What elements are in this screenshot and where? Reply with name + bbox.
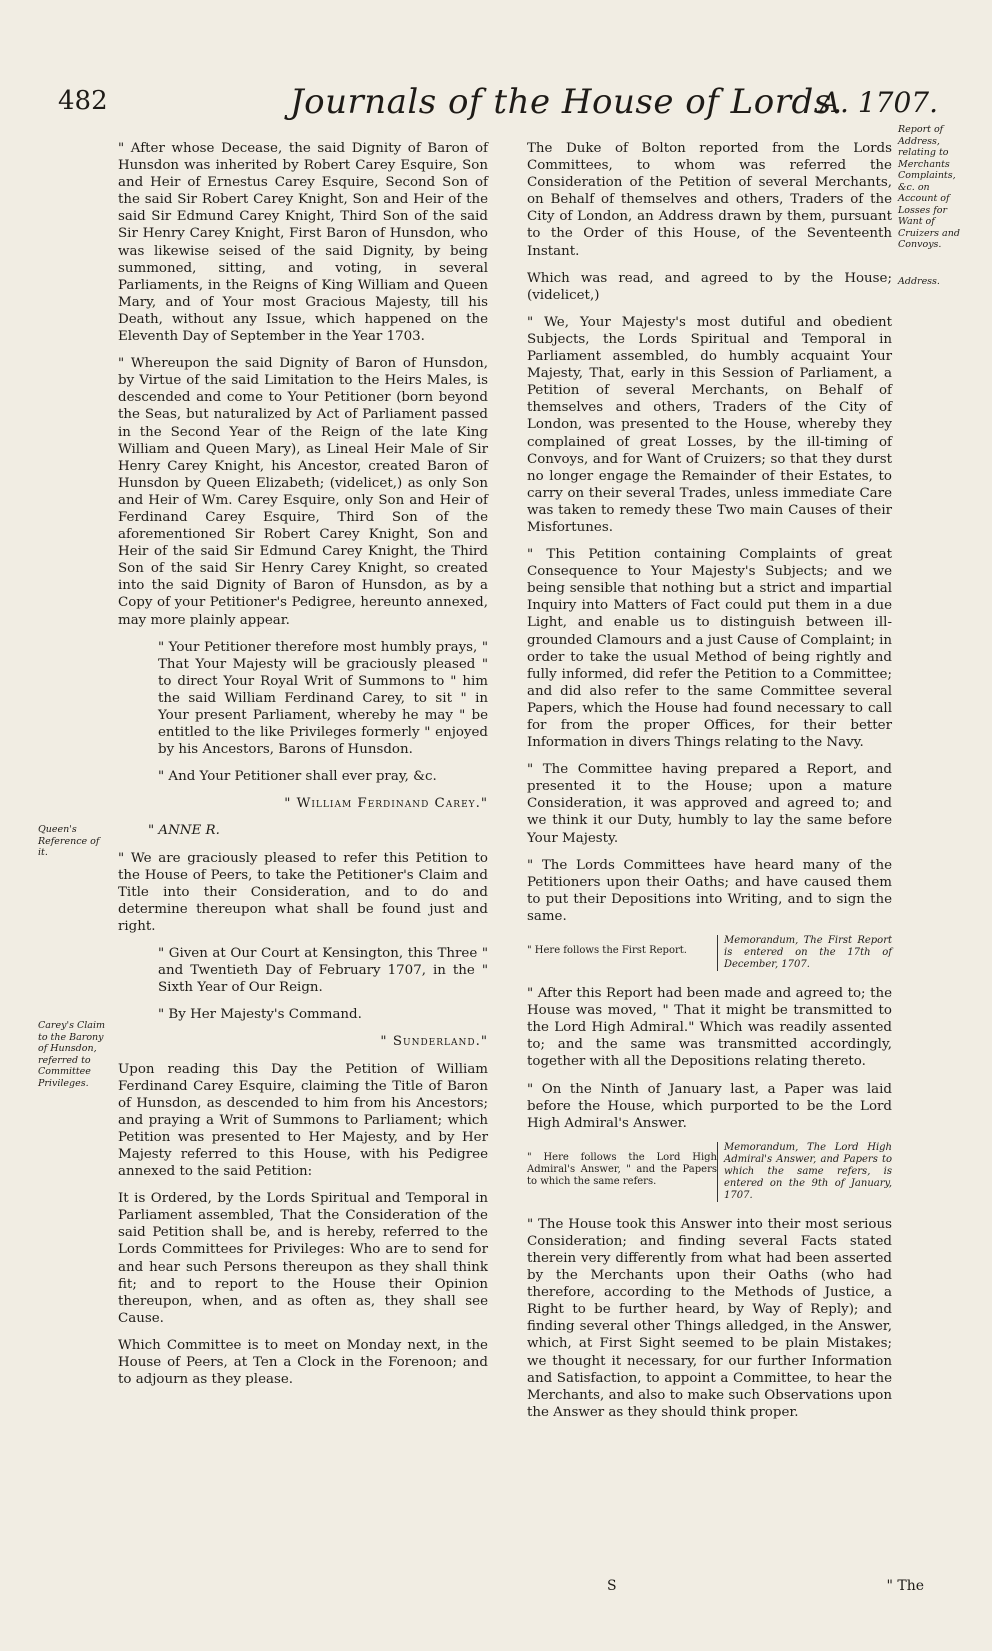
memorandum-note: Memorandum, The First Report is entered on the 17th of December, 1707. bbox=[717, 935, 892, 971]
royal-signature: " ANNE R. bbox=[148, 823, 220, 839]
memorandum-block bbox=[527, 935, 892, 971]
paragraph: " Your Petitioner therefore most humbly prays, " That Your Majesty will be graciously pleased " to direct Your Royal Writ of Summons to " him the said William Ferdinand Carey, to sit " in Your present Parliament, whereby he may " be entitled to the like Privileges formerly " enjoyed by his Ancestors, Barons of Hunsdon. bbox=[158, 639, 488, 758]
paragraph: " On the Ninth of January last, a Paper was laid before the House, which purported to be the Lord High Admiral's Answer. bbox=[527, 1081, 892, 1131]
running-header bbox=[0, 82, 992, 126]
paragraph: " After this Report had been made and agreed to; the House was moved, " That it might be transmitted to the Lord High Admiral." Which was readily assented to; and the same was transmitted accordingly, together with all the Depositions relating thereto. bbox=[527, 986, 892, 1070]
paragraph: " The House took this Answer into their most serious Consideration; and finding several Facts stated therein very differently from what had been asserted by the Merchants upon their Oaths (who had therefore, according to the Methods of Justice, a Right to be further heard, by Way of Reply); and finding several other Things alledged, in the Answer, which, at First Sight seemed to be plain Mistakes; we thought it necessary, for our further Information and Satisfaction, to appoint a Committee, to hear the Merchants, and also to make such Observations upon the Answer as they should think proper. bbox=[527, 1216, 892, 1420]
paragraph: Upon reading this Day the Petition of William Ferdinand Carey Esquire, claiming the Title of Baron of Hunsdon, as descended to him from his Ancestors; and praying a Writ of Summons to Parliament; which Petition was presented to Her Majesty, and by Her Majesty referred to this House, with his Pedigree annexed to the said Petition: bbox=[118, 1061, 488, 1180]
paragraph: Which Committee is to meet on Monday next, in the House of Peers, at Ten a Clock in the Forenoon; and to adjourn as they please. bbox=[118, 1337, 488, 1388]
page-number: 482 bbox=[58, 86, 108, 116]
signature-mark: S bbox=[607, 1578, 617, 1594]
paragraph: " Whereupon the said Dignity of Baron of Hunsdon, by Virtue of the said Limitation to the Heirs Males, is descended and come to Your Petitioner (born beyond the Seas, but naturalized by Act of Parliament passed in the Second Year of the Reign of the late King William and Queen Mary), as Lineal Heir Male of Sir Henry Carey Knight, his Ancestor, created Baron of Hunsdon by Queen Elizabeth; (videlicet,) as only Son and Heir of Wm. Carey Esquire, only Son and Heir of Ferdinand Carey Esquire, Third Son of the aforementioned Sir Robert Carey Knight, Son and Heir of the said Sir Edmund Carey Knight, the Third Son of the said Sir Henry Carey Knight, so created into the said Dignity of Baron of Hunsdon, as by a Copy of your Petitioner's Pedigree, hereunto annexed, may more plainly appear. bbox=[118, 356, 488, 628]
right-column bbox=[527, 140, 892, 1431]
paragraph: " We are graciously pleased to refer this Petition to the House of Peers, to take the Petitioner's Claim and Title into their Consideration, and to do and determine thereupon what shall be found just and right. bbox=[118, 850, 488, 934]
memorandum-entry: " Here follows the First Report. bbox=[527, 945, 687, 957]
paragraph: " We, Your Majesty's most dutiful and obedient Subjects, the Lords Spiritual and Temporal in Parliament assembled, do humbly acquaint Your Majesty, That, early in this Session of Parliament, a Petition of several Merchants, on Behalf of themselves and others, Traders of the City of London, was presented to the House, whereby they complained of great Losses, by the ill-timing of Convoys, and for Want of Cruizers; so that they durst no longer engage the Remainder of their Estates, to carry on their several Trades, unless immediate Care was taken to remedy these Two main Causes of their Misfortunes. bbox=[527, 314, 892, 535]
paragraph: " After whose Decease, the said Dignity of Baron of Hunsdon was inherited by Robert Carey Esquire, Son and Heir of Ernestus Carey Esquire, Second Son of the said Sir Robert Carey Knight, Son and Heir of the said Sir Edmund Carey Knight, Third Son of the said Sir Henry Carey Knight, First Baron of Hunsdon, who was likewise seised of the said Dignity, by being summoned, sitting, and voting, in several Parliaments, in the Reigns of King William and Queen Mary, and of Your most Gracious Majesty, till his Death, without any Issue, which happened on the Eleventh Day of September in the Year 1703. bbox=[118, 141, 488, 345]
page-title: Journals of the House of Lords. bbox=[290, 82, 843, 122]
memorandum-note: Memorandum, The Lord High Admiral's Answer, and Papers to which the same refers, is entered on the 9th of January, 1707. bbox=[717, 1142, 892, 1202]
margin-note: Queen's Reference of it. bbox=[38, 824, 100, 858]
paragraph: " This Petition containing Complaints of great Consequence to Your Majesty's Subjects; and we being sensible that nothing but a strict and impartial Inquiry into Matters of Fact could put them in a due Light, and enable us to distinguish between ill-grounded Clamours and a just Cause of Complaint; in order to take the usual Method of being rightly and fully informed, did refer the Petition to a Committee; and did also refer to the same Committee several Papers, which the House had found necessary to call for from the proper Offices, for their better Information in divers Things relating to the Navy. bbox=[527, 547, 892, 751]
paragraph: " And Your Petitioner shall ever pray, &c. bbox=[158, 769, 437, 785]
paragraph: " By Her Majesty's Command. bbox=[158, 1007, 362, 1023]
margin-note: Report of Address, relating to Merchants Complaints, &c. on Account of Losses for Want of Cruizers and Convoys. bbox=[898, 124, 960, 250]
left-column bbox=[118, 140, 488, 1398]
margin-note: Carey's Claim to the Barony of Hunsdon, referred to Committee Privileges. bbox=[38, 1020, 105, 1089]
paragraph: It is Ordered, by the Lords Spiritual and Temporal in Parliament assembled, That the Consideration of the said Petition shall be, and is hereby, referred to the Lords Committees for Privileges: Who are to send for and hear such Persons thereupon as they shall think fit; and to report to the House their Opinion thereupon, when, and as often as, they shall see Cause. bbox=[118, 1191, 488, 1326]
memorandum-entry: " Here follows the Lord High Admiral's Answer, " and the Papers to which the same refers. bbox=[527, 1151, 717, 1187]
paragraph: Which was read, and agreed to by the House; (videlicet,) bbox=[527, 270, 892, 303]
catchword: " The bbox=[886, 1578, 924, 1594]
margin-note: Address. bbox=[898, 276, 940, 287]
signature: " William Ferdinand Carey." bbox=[284, 796, 488, 812]
page-year: A. 1707. bbox=[819, 86, 938, 119]
memorandum-block bbox=[527, 1142, 892, 1202]
paragraph: The Duke of Bolton reported from the Lords Committees, to whom was referred the Consideration of the Petition of several Merchants, on Behalf of themselves and others, Traders of the City of London, an Address drawn by them, pursuant to the Order of this House, of the Seventeenth Instant. bbox=[527, 141, 892, 259]
paragraph: " Given at Our Court at Kensington, this Three " and Twentieth Day of February 1707, in the " Sixth Year of Our Reign. bbox=[158, 946, 488, 996]
paragraph: " The Lords Committees have heard many of the Petitioners upon their Oaths; and have caused them to put their Depositions into Writing, and to sign the same. bbox=[527, 857, 892, 924]
paragraph: " The Committee having prepared a Report, and presented it to the House; upon a mature Consideration, it was approved and agreed to; and we think it our Duty, humbly to lay the same before Your Majesty. bbox=[527, 762, 892, 846]
signature: " Sunderland." bbox=[380, 1034, 488, 1050]
